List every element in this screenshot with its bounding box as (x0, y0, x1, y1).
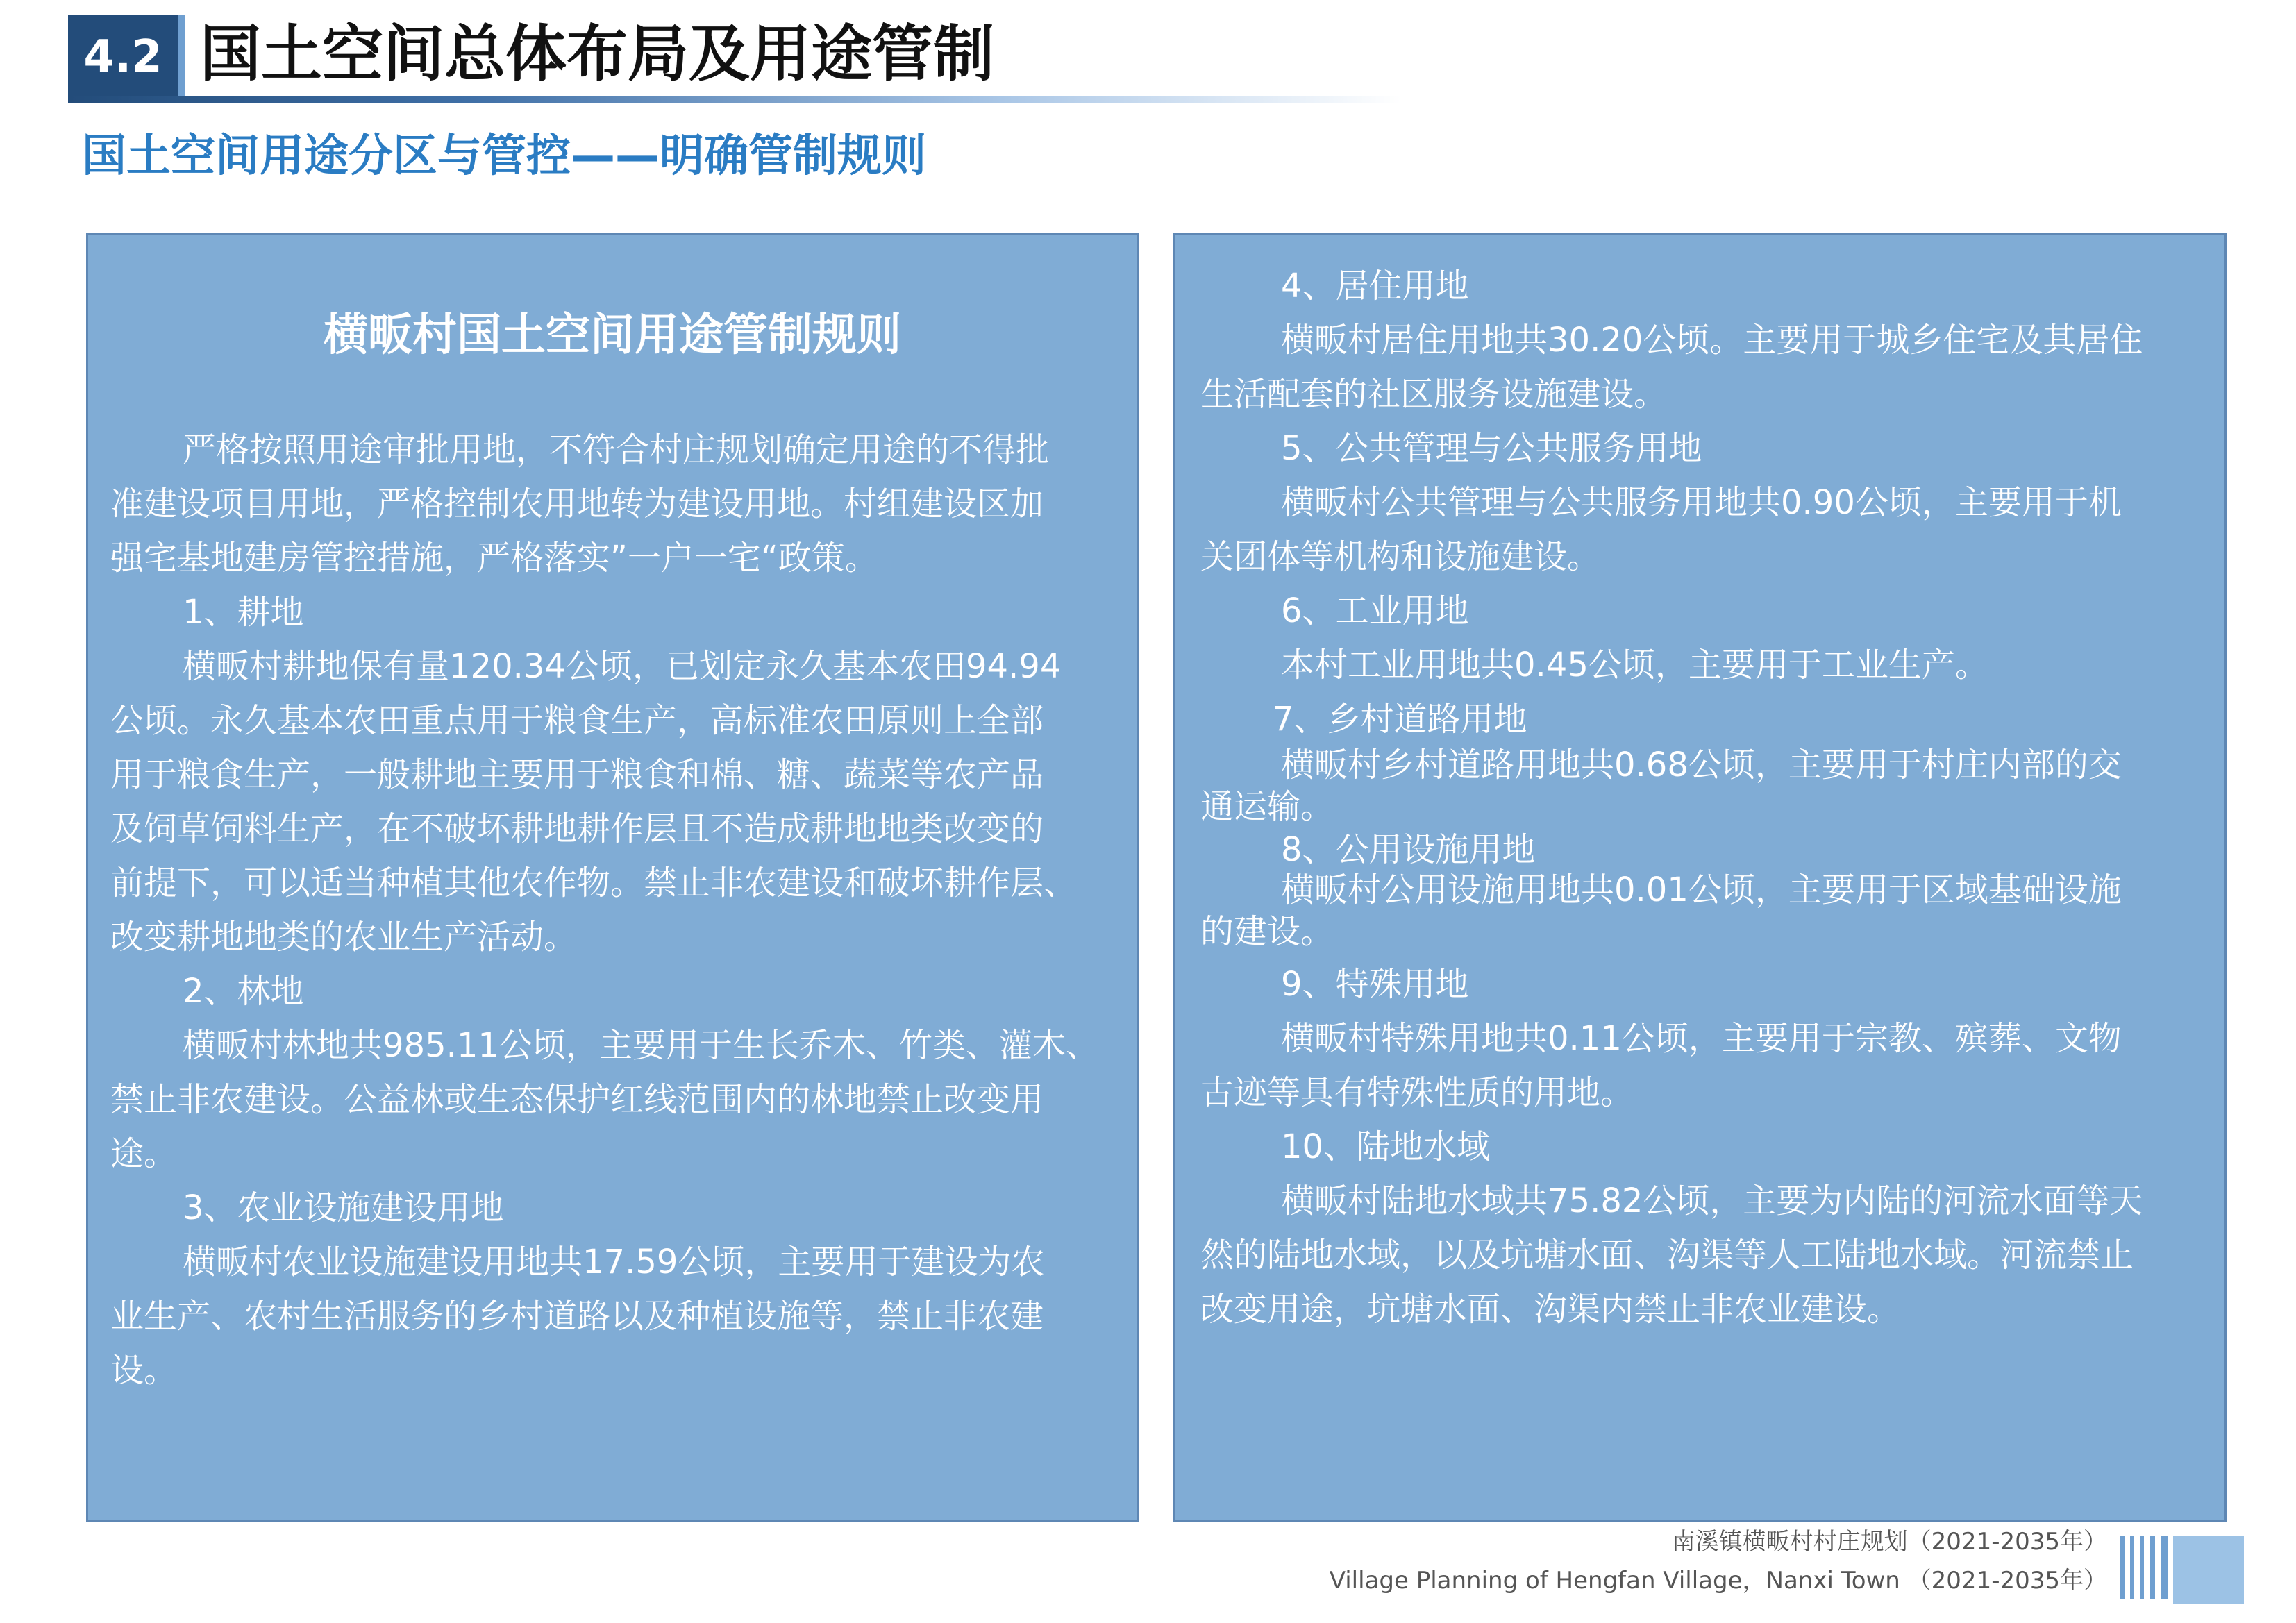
text-line: 强宅基地建房管控措施，严格落实”一户一宅“政策。 (110, 539, 878, 578)
footer-stripe (2150, 1536, 2155, 1599)
text-line: 业生产、农村生活服务的乡村道路以及种植设施等，禁止非农建 (110, 1297, 1044, 1336)
footer-stripe (2130, 1536, 2134, 1599)
text-line: 2、林地 (183, 972, 304, 1011)
footer-title-en: Village Planning of Hengfan Village，Nanxi Town （2021-2035年） (1329, 1567, 2107, 1595)
text-line: 然的陆地水域，以及坑塘水面、沟渠等人工陆地水域。河流禁止 (1200, 1236, 2134, 1275)
text-line: 9、特殊用地 (1281, 965, 1469, 1004)
text-line: 横畈村乡村道路用地共0.68公顷，主要用于村庄内部的交 (1281, 746, 2122, 784)
left-rules-panel (86, 233, 1139, 1522)
text-line: 横畈村居住用地共30.20公顷。主要用于城乡住宅及其居住 (1281, 321, 2143, 360)
text-line: 横畈村耕地保有量120.34公顷，已划定永久基本农田94.94 (183, 647, 1062, 686)
text-line: 禁止非农建设。公益林或生态保护红线范围内的林地禁止改变用 (110, 1080, 1044, 1119)
text-line: 及饲草饲料生产，在不破坏耕地耕作层且不造成耕地地类改变的 (110, 809, 1044, 848)
text-line: 关团体等机构和设施建设。 (1200, 537, 1601, 576)
text-line: 横畈村农业设施建设用地共17.59公顷，主要用于建设为农 (183, 1243, 1045, 1281)
panel-heading: 横畈村国土空间用途管制规则 (324, 310, 901, 361)
text-line: 横畈村公共管理与公共服务用地共0.90公顷，主要用于机 (1281, 483, 2122, 522)
text-line: 本村工业用地共0.45公顷，主要用于工业生产。 (1281, 646, 1988, 684)
footer-title-cn: 南溪镇横畈村村庄规划（2021-2035年） (1671, 1528, 2107, 1556)
text-line: 生活配套的社区服务设施建设。 (1200, 375, 1668, 414)
title-underline (68, 96, 1401, 103)
text-line: 改变用途，坑塘水面、沟渠内禁止非农业建设。 (1200, 1290, 1901, 1329)
text-line: 途。 (110, 1134, 178, 1173)
text-line: 公顷。永久基本农田重点用于粮食生产，高标准农田原则上全部 (110, 701, 1044, 740)
page-subtitle: 国土空间用途分区与管控——明确管制规则 (82, 131, 926, 182)
text-line: 改变耕地地类的农业生产活动。 (110, 918, 578, 957)
footer-stripe (2140, 1536, 2144, 1599)
text-line: 横畈村林地共985.11公顷，主要用于生长乔木、竹类、灌木、 (183, 1026, 1099, 1065)
text-line: 6、工业用地 (1281, 591, 1469, 630)
text-line: 设。 (110, 1351, 178, 1390)
text-line: 通运输。 (1200, 787, 1334, 826)
text-line: 古迹等具有特殊性质的用地。 (1200, 1073, 1634, 1112)
footer-stripe (2120, 1536, 2125, 1599)
right-rules-panel (1173, 233, 2227, 1522)
badge-accent (178, 15, 185, 99)
text-line: 3、农业设施建设用地 (183, 1188, 504, 1227)
footer-stripe (2161, 1536, 2168, 1599)
text-line: 横畈村陆地水域共75.82公顷，主要为内陆的河流水面等天 (1281, 1181, 2143, 1220)
page-title: 国土空间总体布局及用途管制 (200, 18, 995, 90)
section-number-badge: 4.2 (68, 15, 178, 99)
text-line: 4、居住用地 (1281, 267, 1469, 305)
text-line: 的建设。 (1200, 912, 1334, 951)
text-line: 10、陆地水域 (1281, 1127, 1491, 1166)
text-line: 横畈村公用设施用地共0.01公顷，主要用于区域基础设施 (1281, 871, 2122, 909)
text-line: 严格按照用途审批用地，不符合村庄规划确定用途的不得批 (183, 430, 1050, 469)
text-line: 横畈村特殊用地共0.11公顷，主要用于宗教、殡葬、文物 (1281, 1019, 2122, 1058)
text-line: 准建设项目用地，严格控制农用地转为建设用地。村组建设区加 (110, 485, 1044, 523)
text-line: 用于粮食生产，一般耕地主要用于粮食和棉、糖、蔬菜等农产品 (110, 755, 1044, 794)
text-line: 1、耕地 (183, 593, 304, 632)
footer-block (2173, 1536, 2244, 1604)
text-line: 7、乡村道路用地 (1273, 700, 1527, 739)
text-line: 前提下，可以适当种植其他农作物。禁止非农建设和破坏耕作层、 (110, 864, 1078, 902)
text-line: 5、公共管理与公共服务用地 (1281, 429, 1702, 468)
text-line: 8、公用设施用地 (1281, 830, 1536, 869)
